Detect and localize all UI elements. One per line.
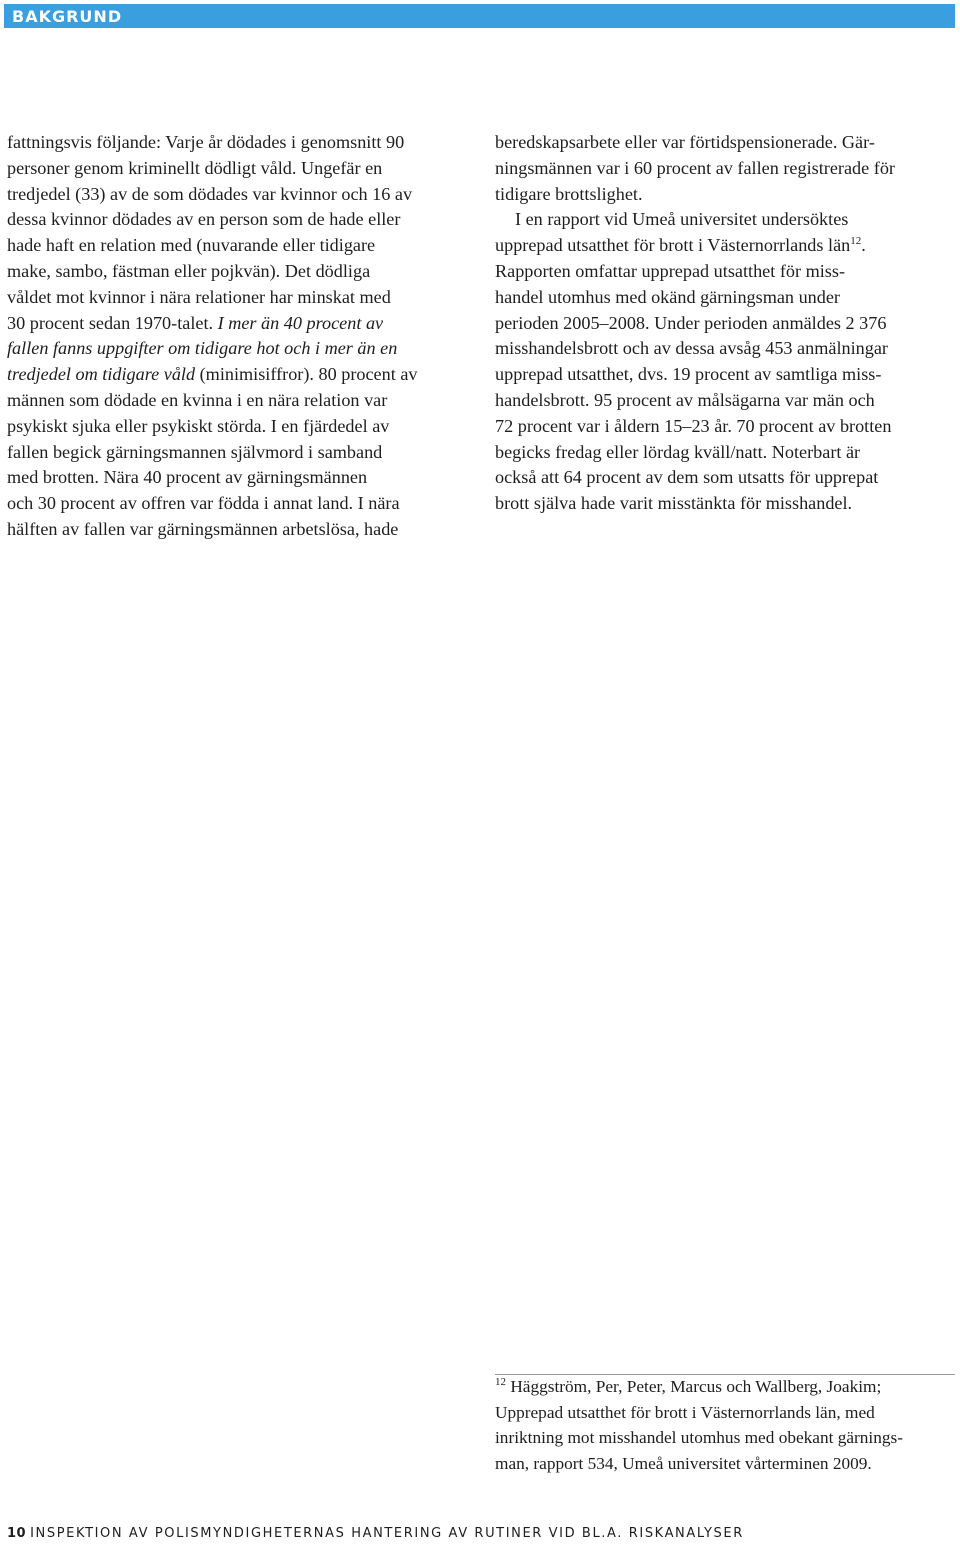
text-line: handel utomhus med okänd gärningsman under <box>495 286 840 307</box>
text-line <box>7 311 469 337</box>
footnote-line: inriktning mot misshandel utomhus med obekant gärnings- <box>495 1428 903 1448</box>
text-line: upprepad utsatthet, dvs. 19 procent av samtliga miss- <box>495 364 882 385</box>
text-line: begicks fredag eller lördag kväll/natt. Noterbart är <box>495 441 861 462</box>
text-line: make, sambo, fästman eller pojkvän). Det dödliga <box>7 260 371 281</box>
text-line: hade haft en relation med (nuvarande eller tidigare <box>7 235 376 256</box>
right-column <box>495 130 957 517</box>
text-line: våldet mot kvinnor i nära relationer har minskat med <box>7 286 391 307</box>
left-paragraph <box>7 130 469 543</box>
text-line: fallen begick gärningsmannen självmord i samband <box>7 441 383 462</box>
text-line <box>7 336 469 362</box>
right-paragraph-2 <box>495 207 957 517</box>
text-line: hälften av fallen var gärningsmännen arbetslösa, hade <box>7 518 399 539</box>
text-run: 30 procent sedan 1970-talet. <box>7 312 218 333</box>
footnote-line: Upprepad utsatthet för brott i Västernorrlands län, med <box>495 1402 875 1422</box>
page-footer <box>7 1526 744 1541</box>
footnote-line: man, rapport 534, Umeå universitet vårterminen 2009. <box>495 1454 872 1474</box>
italic-run: tredjedel om tidigare våld <box>7 364 196 385</box>
italic-run: I mer än 40 procent av <box>217 312 384 333</box>
text-line: ningsmännen var i 60 procent av fallen registrerade för <box>495 157 895 178</box>
text-line: och 30 procent av offren var födda i annat land. I nära <box>7 493 400 514</box>
text-line: 72 procent var i åldern 15–23 år. 70 procent av brotten <box>495 415 892 436</box>
text-line <box>495 233 957 259</box>
text-line: I en rapport vid Umeå universitet undersöktes <box>515 209 849 230</box>
text-line: beredskapsarbete eller var förtidspensionerade. Gär- <box>495 132 875 152</box>
text-line: också att 64 procent av dem som utsatts för upprepat <box>495 467 879 488</box>
running-title: INSPEKTION AV POLISMYNDIGHETERNAS HANTERING AV RUTINER VID BL.A. RISKANALYSER <box>30 1526 744 1541</box>
text-line: med brotten. Nära 40 procent av gärningsmännen <box>7 467 368 488</box>
left-column <box>7 130 469 543</box>
text-line: personer genom kriminellt dödligt våld. Ungefär en <box>7 157 383 178</box>
section-header-bar <box>4 4 955 28</box>
italic-run: fallen fanns uppgifter om tidigare hot och i mer än en <box>7 338 398 359</box>
text-line: misshandelsbrott och av dessa avsåg 453 anmälningar <box>495 338 888 359</box>
section-label: BAKGRUND <box>12 7 123 26</box>
text-line <box>7 362 469 388</box>
footnote <box>495 1374 957 1477</box>
text-run: . <box>861 235 866 256</box>
footnote-line <box>495 1374 957 1400</box>
footnote-number: 12 <box>495 1376 506 1389</box>
text-line: tredjedel (33) av de som dödades var kvinnor och 16 av <box>7 183 413 204</box>
text-run: (minimisiffror). 80 procent av <box>195 364 418 385</box>
right-paragraph-1 <box>495 130 957 207</box>
text-line: psykiskt sjuka eller psykiskt störda. I en fjärdedel av <box>7 415 390 436</box>
text-line: brott själva hade varit misstänkta för misshandel. <box>495 493 853 514</box>
text-run: upprepad utsatthet för brott i Västernorrlands län <box>495 235 851 256</box>
text-run: Häggström, Per, Peter, Marcus och Wallberg, Joakim; <box>506 1377 882 1396</box>
text-line: handelsbrott. 95 procent av målsägarna var män och <box>495 389 875 410</box>
text-line: perioden 2005–2008. Under perioden anmäldes 2 376 <box>495 312 887 333</box>
page-number: 10 <box>7 1526 27 1541</box>
text-line: männen som dödade en kvinna i en nära relation var <box>7 389 388 410</box>
text-line: Rapporten omfattar upprepad utsatthet för miss- <box>495 260 846 281</box>
text-line: dessa kvinnor dödades av en person som de hade eller <box>7 209 401 230</box>
text-line: fattningsvis följande: Varje år dödades i genomsnitt 90 <box>7 132 405 152</box>
footnote-reference[interactable]: 12 <box>850 235 862 248</box>
text-line: tidigare brottslighet. <box>495 183 643 204</box>
